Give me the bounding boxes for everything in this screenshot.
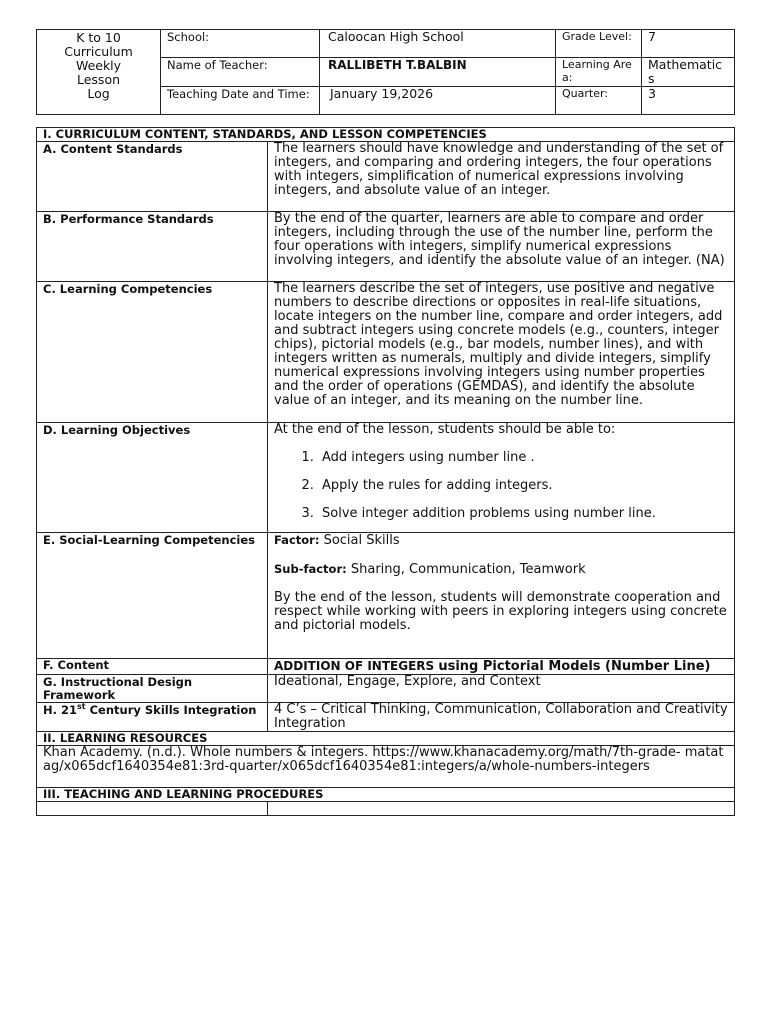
- objectives-list: [274, 451, 728, 521]
- log-title-line: K to 10: [76, 30, 121, 45]
- objectives-intro: At the end of the lesson, students should be able to:: [274, 422, 616, 437]
- quarter-value: 3: [642, 87, 735, 115]
- log-title-line: Log: [87, 86, 110, 101]
- log-title-line: Curriculum: [64, 44, 133, 59]
- learning-resources-text: Khan Academy. (n.d.). Whole numbers & integers. https://www.khanacademy.org/math/7th-grade- matatag/x065dcf1640354e81:3rd-quarter/x065dcf1640354e81:integers/a/whole-numbers-integers: [37, 746, 735, 788]
- skills-label-prefix: H. 21: [43, 703, 78, 717]
- skills-label-suffix: Century Skills Integration: [85, 703, 257, 717]
- factor-label: Factor:: [274, 533, 320, 547]
- content-value: [268, 659, 735, 675]
- procedures-cell-left: [37, 802, 268, 816]
- section-2-title: II. LEARNING RESOURCES: [37, 732, 735, 746]
- learning-competencies-label: C. Learning Competencies: [37, 282, 268, 423]
- content-value-part2: using Pictorial Models (Number Line): [438, 659, 711, 674]
- subfactor-line: [274, 562, 728, 577]
- social-learning-label: E. Social-Learning Competencies: [37, 533, 268, 659]
- skills-integration-value: 4 C’s – Critical Thinking, Communication, Collaboration and Creativity Integration: [268, 703, 735, 732]
- performance-standards-text: By the end of the quarter, learners are able to compare and order integers, including through the use of the number line, perform the four operations with integers, simplify numerical expressions involving integers, and identify the absolute value of an integer. (NA): [268, 212, 735, 282]
- learning-competencies-text: The learners describe the set of integers, use positive and negative numbers to describe directions or opposites in real-life situations, locate integers on the number line, compare and order integers, add and subtract integers using concrete models (e.g., counters, integer chips), pictorial models (e.g., bar models, number lines), and with integers written as numerals, multiply and divide integers, simplify numerical expressions involving integers using number properties and the order of operations (GEMDAS), and identify the absolute value of an integer, and its meaning on the number line.: [268, 282, 735, 423]
- factor-value: Social Skills: [323, 533, 400, 548]
- log-title-line: Lesson: [76, 72, 121, 87]
- objective-item: 3. Solve integer addition problems using number line.: [318, 507, 728, 521]
- procedures-cell-right: [268, 802, 735, 816]
- date-value: January 19,2026: [320, 87, 556, 115]
- content-standards-label: A. Content Standards: [37, 142, 268, 212]
- performance-standards-label: B. Performance Standards: [37, 212, 268, 282]
- instructional-design-label: G. Instructional Design Framework: [37, 675, 268, 703]
- log-title-cell: [37, 30, 161, 115]
- instructional-design-value: Ideational, Engage, Explore, and Context: [268, 675, 735, 703]
- date-label: Teaching Date and Time:: [161, 87, 320, 115]
- content-standards-text: The learners should have knowledge and understanding of the set of integers, and comparing and ordering integers, the four operations with integers, simplification of numerical expressions involving integers, and absolute value of an integer.: [268, 142, 735, 212]
- teacher-label: Name of Teacher:: [161, 58, 320, 87]
- learning-area-label: Learning Area:: [556, 58, 642, 87]
- teacher-value: RALLIBETH T.BALBIN: [320, 58, 556, 87]
- objective-item: 1. Add integers using number line .: [318, 451, 728, 465]
- learning-objectives-label: D. Learning Objectives: [37, 423, 268, 533]
- quarter-label: Quarter:: [556, 87, 642, 115]
- content-value-part1: ADDITION OF INTEGERS: [274, 659, 435, 673]
- factor-line: [274, 533, 728, 548]
- objective-item: 2. Apply the rules for adding integers.: [318, 479, 728, 493]
- social-learning-cell: [268, 533, 735, 659]
- learning-area-value: Mathematics: [642, 58, 735, 87]
- lesson-log-table: [36, 127, 735, 816]
- social-learning-text: By the end of the lesson, students will demonstrate cooperation and respect while working with peers in exploring integers using concrete and pictorial models.: [274, 590, 727, 633]
- skills-label-sup: st: [77, 702, 86, 712]
- section-1-title: I. CURRICULUM CONTENT, STANDARDS, AND LESSON COMPETENCIES: [37, 128, 735, 142]
- subfactor-value: Sharing, Communication, Teamwork: [350, 562, 586, 577]
- log-title-line: Weekly: [75, 58, 122, 73]
- header-table: [36, 29, 735, 115]
- skills-integration-label: [37, 703, 268, 732]
- content-label: F. Content: [37, 659, 268, 675]
- learning-objectives-cell: [268, 423, 735, 533]
- subfactor-label: Sub-factor:: [274, 562, 347, 576]
- grade-label: Grade Level:: [556, 30, 642, 58]
- school-value: Caloocan High School: [320, 30, 556, 58]
- section-3-title: III. TEACHING AND LEARNING PROCEDURES: [37, 788, 735, 802]
- school-label: School:: [161, 30, 320, 58]
- grade-value: 7: [642, 30, 735, 58]
